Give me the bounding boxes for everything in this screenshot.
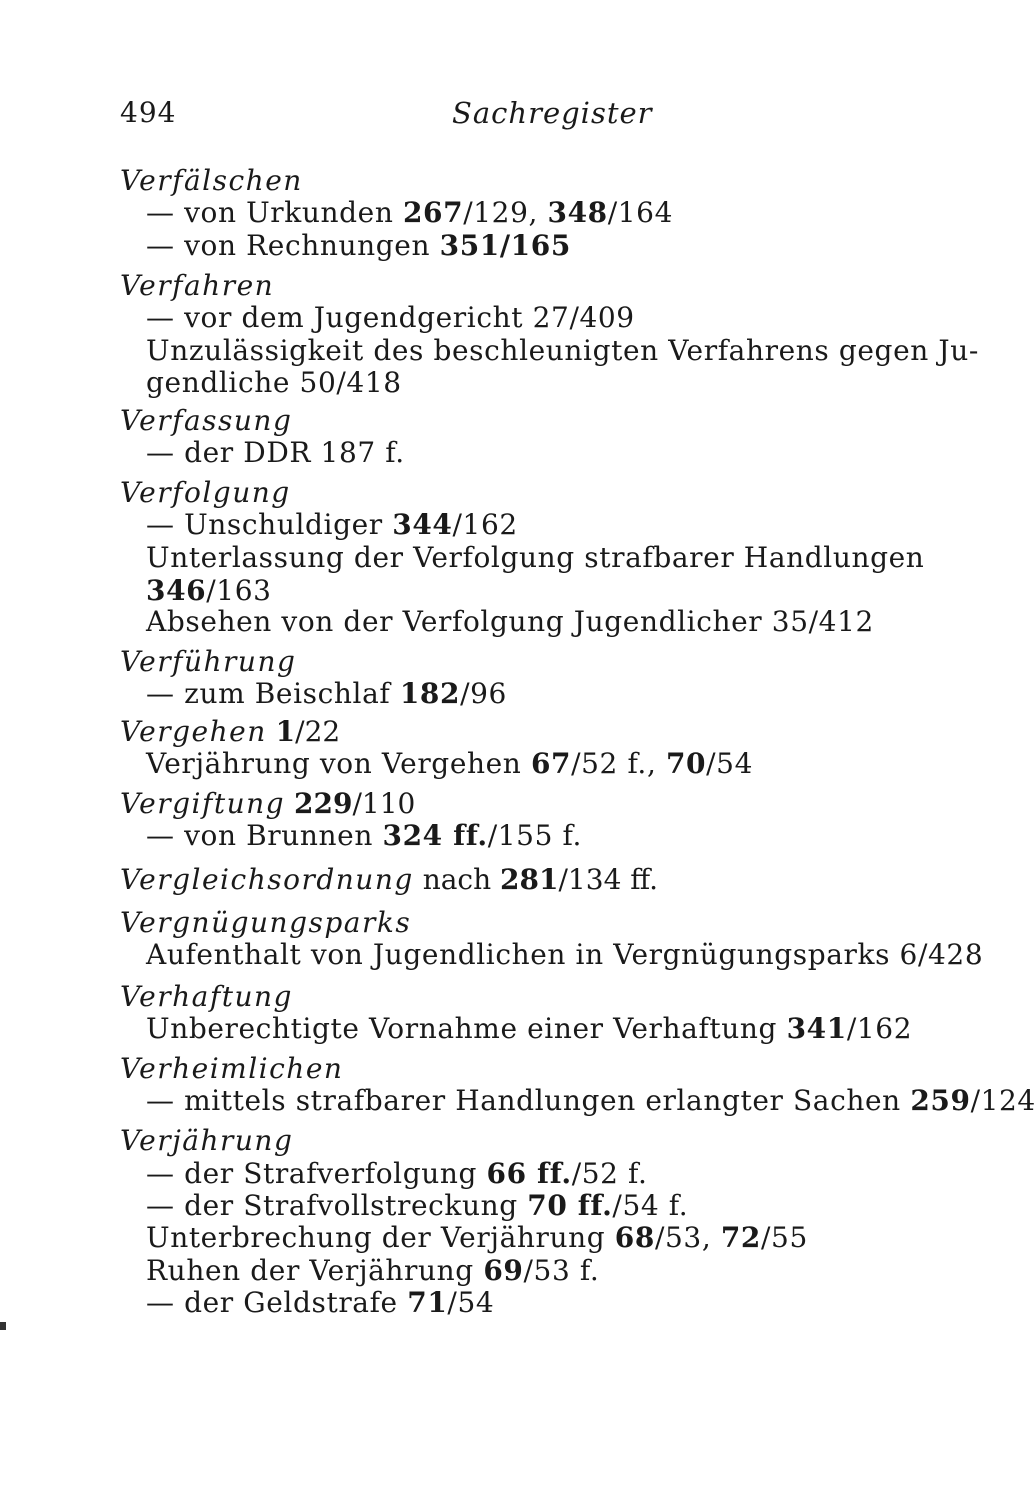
index-subentry: [146, 509, 518, 541]
index-subentry: [146, 1158, 648, 1190]
index-subentry: [146, 606, 874, 638]
text-run: — vor dem Jugendgericht 27/409: [146, 301, 635, 334]
index-term-line: [120, 405, 292, 437]
index-subentry: [146, 1085, 1036, 1117]
text-run: /55: [761, 1221, 808, 1254]
text-run: — zum Beischlaf: [146, 677, 400, 710]
text-run: /162: [452, 508, 518, 541]
index-subentry: [146, 575, 272, 607]
scan-edge-mark: [0, 1322, 6, 1330]
text-run: Unberechtigte Vornahme einer Verhaftung: [146, 1012, 787, 1045]
index-term: Verführung: [120, 645, 297, 678]
index-term-line: [120, 788, 415, 820]
text-run: /164: [607, 196, 674, 229]
bold-page-ref: 67: [530, 747, 572, 780]
index-term: Verfahren: [120, 269, 275, 302]
index-subentry: [146, 1013, 912, 1045]
index-subentry: [146, 302, 635, 334]
text-run: /54: [706, 747, 753, 780]
bold-page-ref: 70: [665, 747, 707, 780]
text-run: /129,: [463, 196, 548, 229]
index-term: Vergleichsordnung: [120, 863, 414, 896]
index-subentry: [146, 678, 507, 710]
index-term: Vergnügungsparks: [120, 906, 412, 939]
index-term-line: [120, 477, 291, 509]
index-term-line: [120, 270, 274, 302]
index-subentry: [146, 939, 983, 971]
text-run: Unterbrechung der Verjährung: [146, 1221, 615, 1254]
index-subentry: [146, 820, 582, 852]
text-run: — von Urkunden: [146, 196, 403, 229]
text-run: /124: [970, 1084, 1036, 1117]
bold-page-ref: 69: [483, 1254, 524, 1287]
text-run: Aufenthalt von Jugendlichen in Vergnügungsparks 6/428: [146, 938, 984, 971]
text-run: nach: [413, 863, 501, 896]
index-subentry: [146, 1287, 494, 1319]
index-term: Verhaftung: [120, 980, 293, 1013]
bold-page-ref: 71: [407, 1286, 448, 1319]
index-term: Verfolgung: [120, 476, 291, 509]
index-term-line: [120, 1053, 343, 1085]
index-subentry: [146, 1190, 688, 1222]
index-term-line: [120, 981, 293, 1013]
text-run: — mittels strafbarer Handlungen erlangter Sachen: [146, 1084, 911, 1117]
bold-page-ref: 70 ff.: [527, 1189, 613, 1222]
text-run: — von Rechnungen: [146, 229, 440, 262]
page-header: [120, 96, 900, 136]
text-run: /162: [846, 1012, 913, 1045]
text-run: /52 f.: [571, 1157, 648, 1190]
index-term: Verfassung: [120, 404, 293, 437]
text-run: Unzulässigkeit des beschleunigten Verfahrens gegen Ju-: [146, 334, 979, 367]
text-run: /155 f.: [487, 819, 582, 852]
index-subentry: [146, 748, 753, 780]
bold-page-ref: 324 ff.: [382, 819, 488, 852]
text-run: /163: [206, 574, 272, 607]
bold-page-ref: 229: [294, 787, 353, 820]
index-term-line: [120, 716, 340, 748]
text-run: /52 f.,: [571, 747, 666, 780]
bold-page-ref: 68: [614, 1221, 655, 1254]
index-term-line: [120, 907, 411, 939]
bold-page-ref: 351/165: [439, 229, 571, 262]
text-run: /96: [460, 677, 507, 710]
text-run: — von Brunnen: [146, 819, 383, 852]
text-run: [285, 787, 294, 820]
text-run: Verjährung von Vergehen: [146, 747, 531, 780]
text-run: /134 ff.: [558, 863, 659, 896]
text-run: gendliche 50/418: [146, 366, 402, 399]
bold-page-ref: 344: [392, 508, 453, 541]
bold-page-ref: 346: [146, 574, 207, 607]
index-subentry: [146, 230, 571, 262]
text-run: Absehen von der Verfolgung Jugendlicher 35/412: [146, 605, 874, 638]
index-term: Vergehen: [120, 715, 267, 748]
text-run: /53 f.: [523, 1254, 600, 1287]
bold-page-ref: 1: [275, 715, 296, 748]
bold-page-ref: 259: [910, 1084, 971, 1117]
text-run: — Unschuldiger: [146, 508, 393, 541]
bold-page-ref: 341: [786, 1012, 847, 1045]
index-term: Verjährung: [120, 1124, 294, 1157]
index-subentry: [146, 335, 979, 367]
index-term: Verfälschen: [120, 164, 303, 197]
index-subentry: [146, 367, 402, 399]
bold-page-ref: 72: [720, 1221, 762, 1254]
text-run: — der Geldstrafe: [146, 1286, 408, 1319]
text-run: /22: [295, 715, 341, 748]
text-run: — der Strafvollstreckung: [146, 1189, 528, 1222]
bold-page-ref: 267: [402, 196, 464, 229]
bold-page-ref: 281: [500, 863, 559, 896]
bold-page-ref: 348: [547, 196, 608, 229]
text-run: /54 f.: [612, 1189, 689, 1222]
index-term-line: [120, 165, 303, 197]
index-term: Verheimlichen: [120, 1052, 344, 1085]
index-subentry: [146, 197, 673, 229]
index-term-line: [120, 1125, 293, 1157]
index-term-line: [120, 864, 658, 896]
index-term: Vergiftung: [120, 787, 286, 820]
bold-page-ref: 66 ff.: [486, 1157, 572, 1190]
index-subentry: [146, 1222, 808, 1254]
text-run: /53,: [654, 1221, 721, 1254]
text-run: /54: [447, 1286, 495, 1319]
text-run: [267, 715, 276, 748]
page-number: 494: [120, 96, 177, 129]
index-subentry: [146, 1255, 599, 1287]
text-run: — der DDR 187 f.: [146, 436, 405, 469]
text-run: Unterlassung der Verfolgung strafbarer Handlungen: [146, 541, 925, 574]
index-subentry: [146, 437, 405, 469]
bold-page-ref: 182: [399, 677, 461, 710]
index-term-line: [120, 646, 296, 678]
text-run: /110: [352, 787, 416, 820]
index-subentry: [146, 542, 924, 574]
text-run: Ruhen der Verjährung: [146, 1254, 484, 1287]
running-head: Sachregister: [452, 96, 653, 130]
text-run: — der Strafverfolgung: [146, 1157, 487, 1190]
